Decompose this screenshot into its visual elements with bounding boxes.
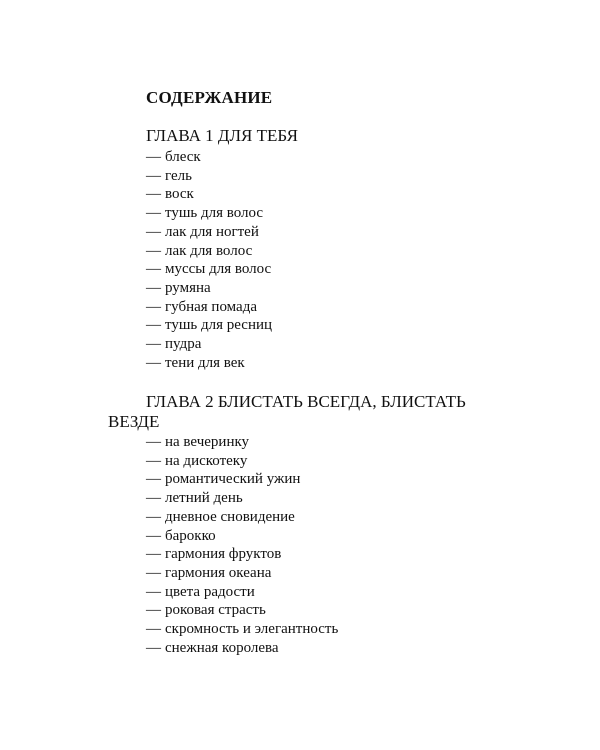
- toc-item-label: скромность и элегантность: [165, 621, 339, 638]
- toc-item-label: гель: [165, 167, 192, 184]
- toc-item-label: гармония фруктов: [165, 546, 282, 563]
- dash: —: [146, 167, 161, 184]
- dash: —: [146, 336, 161, 353]
- chapter-1: [0, 126, 600, 372]
- chapter-1-title: ГЛАВА 1 ДЛЯ ТЕБЯ: [146, 126, 298, 145]
- toc-item: [146, 223, 600, 242]
- dash: —: [146, 186, 161, 203]
- toc-item: [146, 564, 600, 583]
- toc-item-label: тени для век: [165, 354, 245, 371]
- dash: —: [146, 527, 161, 544]
- toc-item: [146, 298, 600, 317]
- toc-item-label: гармония океана: [165, 564, 272, 581]
- toc-item: [146, 583, 600, 602]
- dash: —: [146, 621, 161, 638]
- chapter-1-items: [0, 148, 600, 372]
- dash: —: [146, 354, 161, 371]
- toc-item: [146, 279, 600, 298]
- toc-item-label: блеск: [165, 149, 201, 165]
- dash: —: [146, 639, 161, 656]
- toc-item: [146, 335, 600, 354]
- dash: —: [146, 261, 161, 278]
- toc-item-label: цвета радости: [165, 583, 255, 600]
- toc-item: [146, 204, 600, 223]
- dash: —: [146, 602, 161, 619]
- toc-item: [146, 167, 600, 186]
- toc-item-label: лак для ногтей: [165, 223, 259, 240]
- dash: —: [146, 149, 161, 165]
- toc-item-label: на дискотеку: [165, 452, 248, 469]
- toc-item: [146, 527, 600, 546]
- toc-item: [146, 620, 600, 639]
- toc-item-label: романтический ужин: [165, 471, 301, 488]
- dash: —: [146, 242, 161, 259]
- toc-item: [146, 354, 600, 373]
- dash: —: [146, 546, 161, 563]
- dash: —: [146, 508, 161, 525]
- chapter-2-title: ГЛАВА 2 БЛИСТАТЬ ВСЕГДА, БЛИСТАТЬ ВЕЗДЕ: [108, 392, 466, 431]
- toc-item-label: воск: [165, 186, 194, 203]
- dash: —: [146, 490, 161, 507]
- toc-item-label: тушь для волос: [165, 205, 264, 222]
- toc-item-label: на вечеринку: [165, 434, 250, 450]
- dash: —: [146, 317, 161, 334]
- dash: —: [146, 452, 161, 469]
- dash: —: [146, 471, 161, 488]
- toc-item: [146, 452, 600, 471]
- toc-item-label: муссы для волос: [165, 261, 272, 278]
- toc-item-label: барокко: [165, 527, 216, 544]
- toc-item-label: лак для волос: [165, 242, 253, 259]
- dash: —: [146, 298, 161, 315]
- toc-item-label: снежная королева: [165, 639, 279, 656]
- dash: —: [146, 279, 161, 296]
- toc-item-label: губная помада: [165, 298, 257, 315]
- toc-item: [146, 545, 600, 564]
- toc-item: [146, 433, 600, 452]
- toc-item: [146, 242, 600, 261]
- toc-item: [146, 260, 600, 279]
- dash: —: [146, 583, 161, 600]
- toc-item-label: пудра: [165, 336, 202, 353]
- chapter-2-items: [0, 433, 600, 657]
- toc-item: [146, 508, 600, 527]
- toc-item-label: румяна: [165, 279, 211, 296]
- dash: —: [146, 434, 161, 450]
- toc-item: [146, 601, 600, 620]
- toc-item-label: роковая страсть: [165, 602, 266, 619]
- toc-item: [146, 489, 600, 508]
- toc-item: [146, 639, 600, 658]
- dash: —: [146, 205, 161, 222]
- dash: —: [146, 564, 161, 581]
- toc-item: [146, 148, 600, 167]
- toc-item: [146, 185, 600, 204]
- toc-item-label: тушь для ресниц: [165, 317, 273, 334]
- toc-item: [146, 316, 600, 335]
- toc-item: [146, 470, 600, 489]
- toc-item-label: летний день: [165, 490, 243, 507]
- toc-heading: СОДЕРЖАНИЕ: [146, 88, 273, 107]
- chapter-2: [0, 392, 600, 657]
- dash: —: [146, 223, 161, 240]
- toc-item-label: дневное сновидение: [165, 508, 295, 525]
